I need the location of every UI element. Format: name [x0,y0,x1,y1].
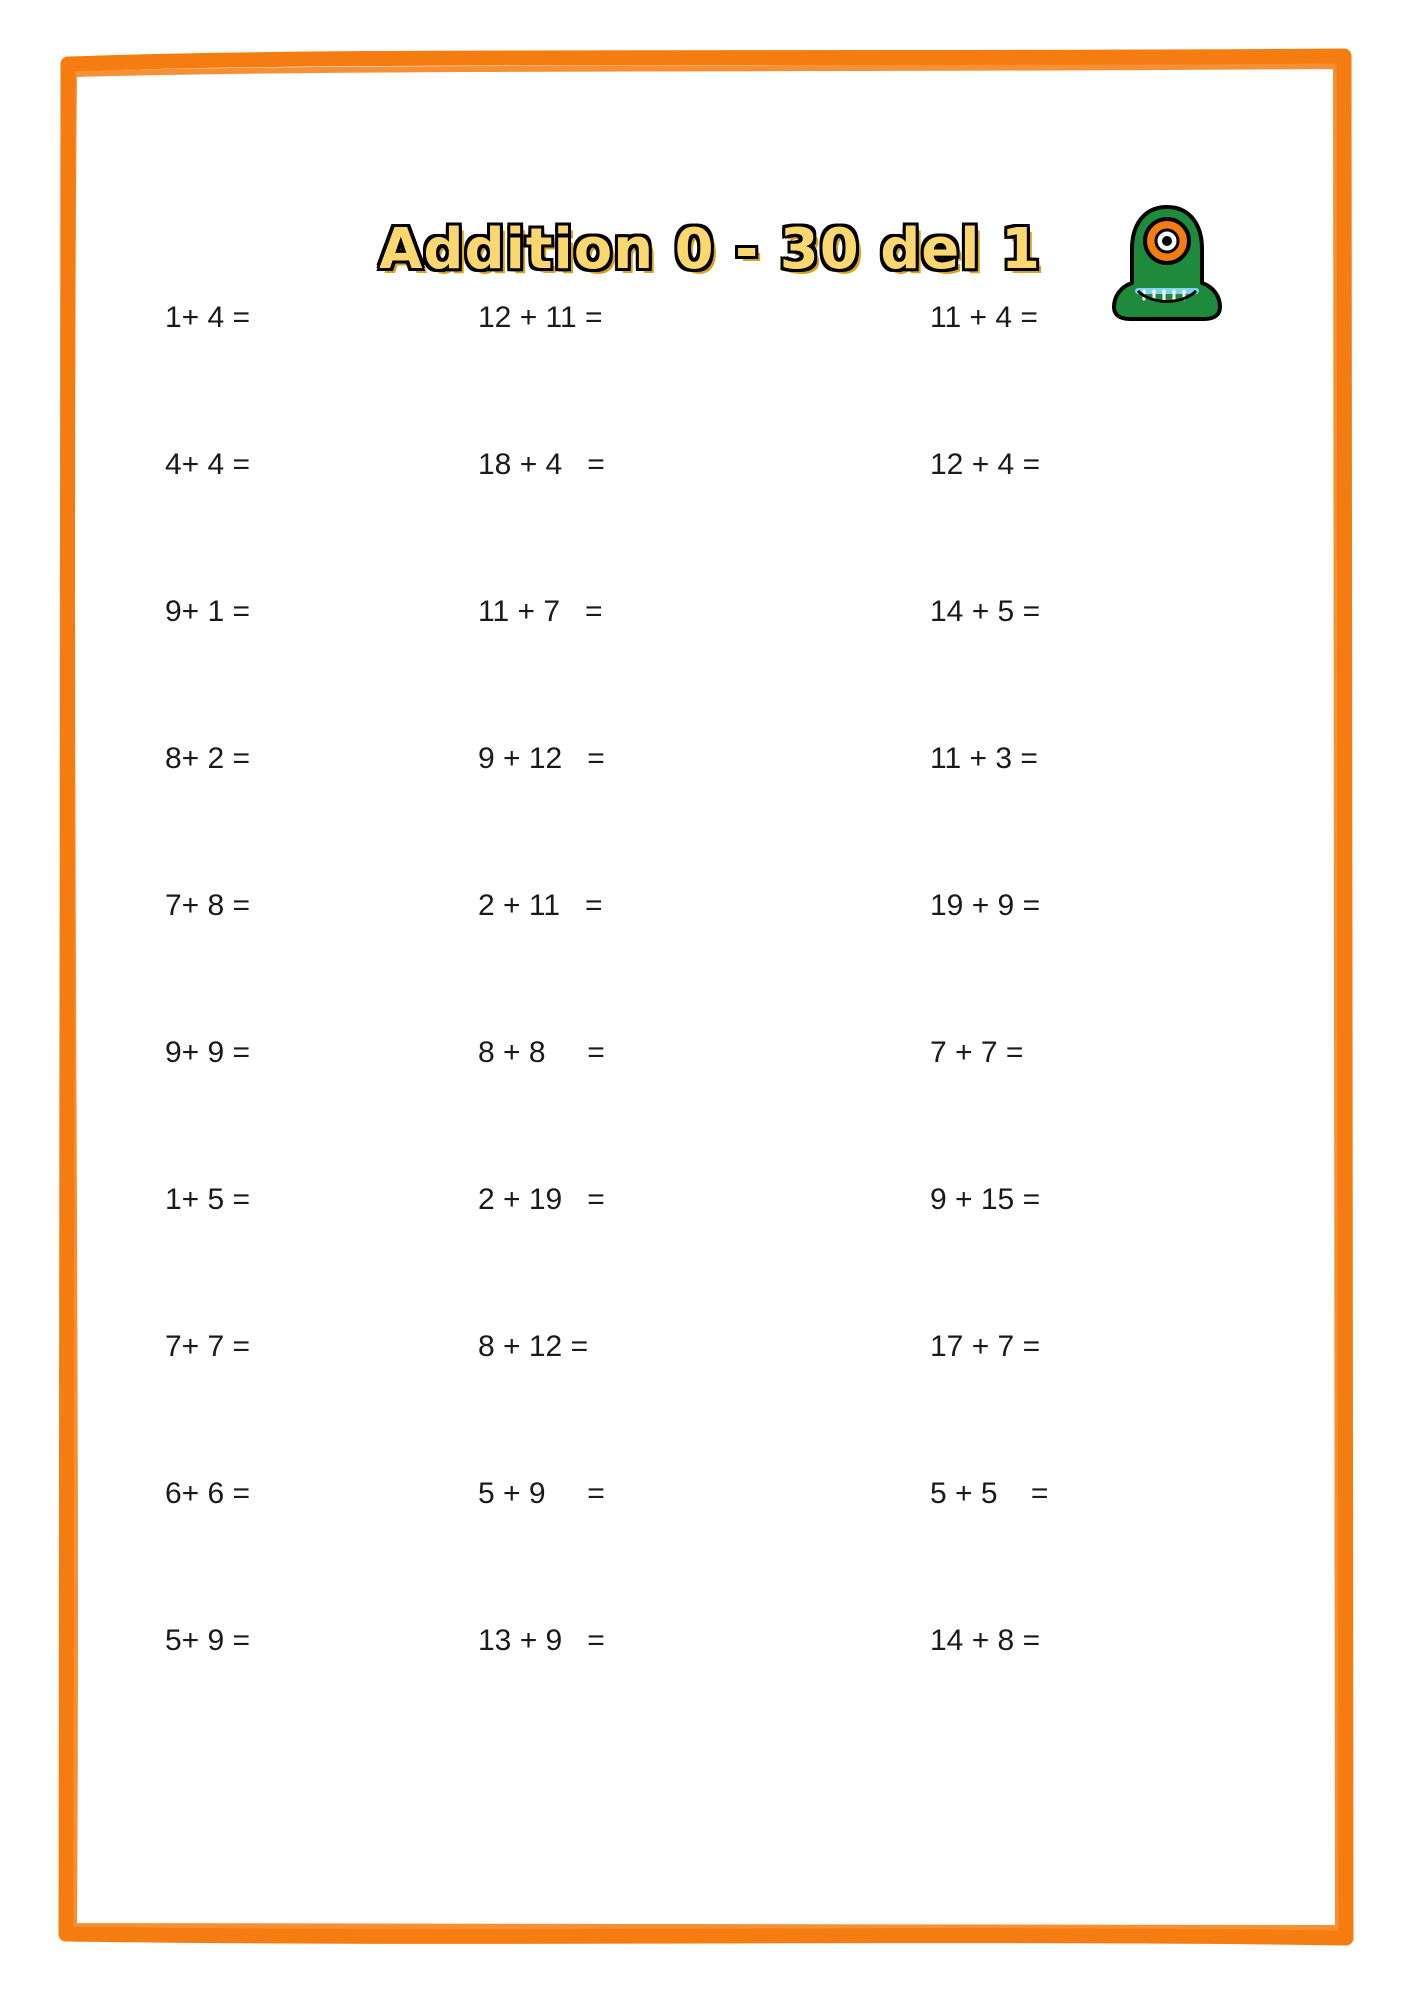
problem-cell: 1+ 5 = [165,1183,251,1216]
problem-cell: 12 + 4 = [930,448,1041,481]
problem-row [0,1623,1414,1770]
problem-cell: 7+ 7 = [165,1330,251,1363]
problem-cell: 5 + 5 = [930,1477,1049,1510]
problem-row [0,300,1414,447]
problem-cell: 9 + 15 = [930,1183,1041,1216]
problem-cell: 5+ 9 = [165,1624,251,1657]
title-row [0,105,1414,282]
problem-row [0,1329,1414,1476]
problem-cell: 7 + 7 = [930,1036,1024,1069]
problem-cell: 11 + 4 = [930,301,1038,334]
problem-cell: 7+ 8 = [165,889,251,922]
problem-row [0,741,1414,888]
problem-cell: 8 + 8 = [478,1036,605,1069]
problem-cell: 9 + 12 = [478,742,605,775]
problem-cell: 19 + 9 = [930,889,1041,922]
problem-cell: 6+ 6 = [165,1477,251,1510]
problem-cell: 17 + 7 = [930,1330,1041,1363]
problem-cell: 2 + 19 = [478,1183,605,1216]
problem-cell: 2 + 11 = [478,889,603,922]
problem-row [0,888,1414,1035]
problem-cell: 9+ 1 = [165,595,251,628]
page-title: Addition 0 - 30 del 1 [379,217,1041,282]
problem-row [0,1476,1414,1623]
problem-cell: 5 + 9 = [478,1477,605,1510]
problem-cell: 1+ 4 = [165,301,251,334]
problem-cell: 4+ 4 = [165,448,251,481]
problem-cell: 14 + 5 = [930,595,1041,628]
problem-cell: 12 + 11 = [478,301,603,334]
problem-cell: 11 + 7 = [478,595,603,628]
problem-cell: 8+ 2 = [165,742,251,775]
problem-cell: 11 + 3 = [930,742,1038,775]
problem-cell: 13 + 9 = [478,1624,605,1657]
problem-cell: 18 + 4 = [478,448,605,481]
problem-row [0,594,1414,741]
problems-grid [0,300,1414,1770]
problem-cell: 8 + 12 = [478,1330,589,1363]
problem-cell: 9+ 9 = [165,1036,251,1069]
problem-row [0,1182,1414,1329]
problem-cell: 14 + 8 = [930,1624,1041,1657]
problem-row [0,1035,1414,1182]
problem-row [0,447,1414,594]
